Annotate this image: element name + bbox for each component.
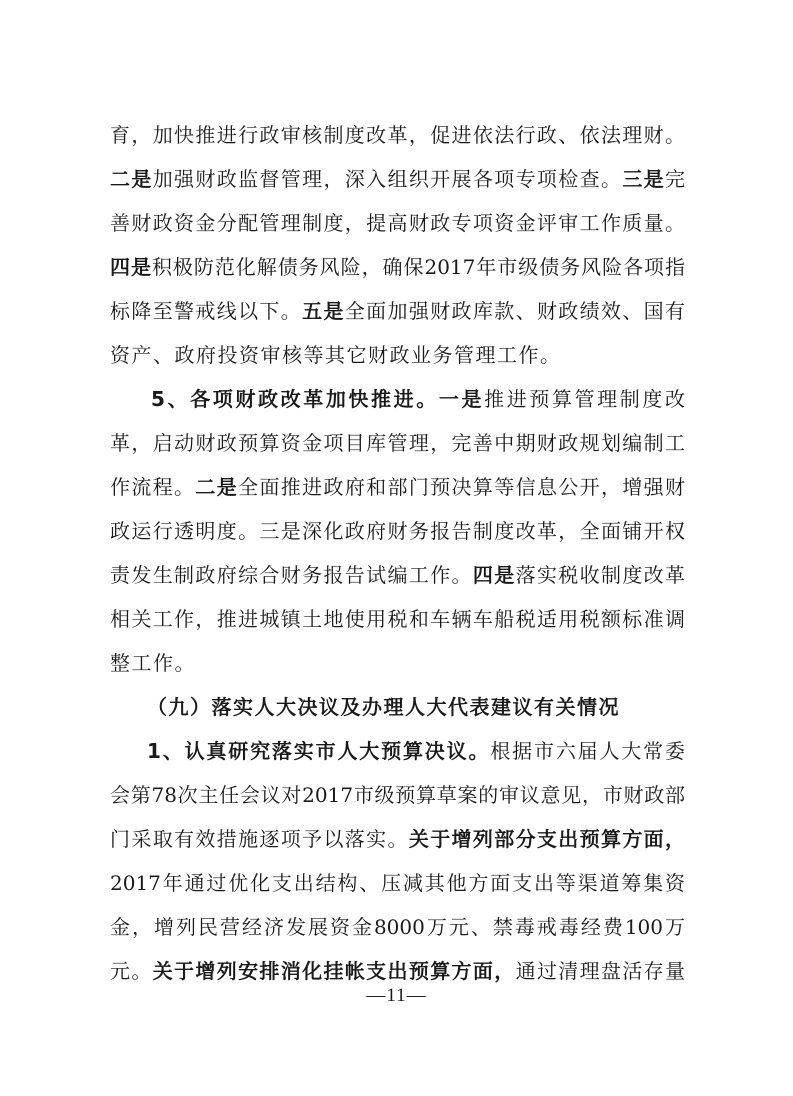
bold-text-run: 5、各项财政改革加快推进。一是	[151, 387, 485, 411]
text-run: 元。	[110, 959, 153, 983]
text-run: 政运行透明度。三是深化政府财务报告制度改革，全面铺开权	[110, 519, 685, 543]
text-line	[110, 648, 685, 678]
bold-text-run: 三是	[622, 167, 666, 191]
text-line	[110, 912, 685, 942]
text-run: 通过清理盘活存量	[515, 959, 686, 983]
bold-text-run: 关于增列部分支出预算方面，	[408, 827, 686, 851]
text-run: 金，增列民营经济发展资金8000万元、禁毒戒毒经费100万	[110, 915, 685, 939]
bold-text-run: 二是	[110, 167, 153, 191]
text-line	[110, 780, 685, 810]
page-number: —11—	[366, 985, 427, 1006]
text-run: 责发生制政府综合财务报告试编工作。	[110, 563, 473, 587]
bold-text-run: 四是	[110, 255, 152, 279]
text-run: 完	[665, 167, 686, 191]
text-line	[110, 252, 685, 282]
text-run: 整工作。	[110, 651, 196, 675]
text-run: 会第78次主任会议对2017市级预算草案的审议意见，市财政部	[110, 783, 685, 807]
bold-text-run: 1、认真研究落实市人大预算决议。	[147, 739, 491, 763]
text-run: 全面推进政府和部门预决算等信息公开，增强财	[238, 475, 686, 499]
text-run: 加强财政监督管理，深入组织开展各项专项检查。	[152, 167, 623, 191]
text-line	[110, 340, 685, 370]
text-run: 标降至警戒线以下。	[110, 299, 303, 323]
text-run: 根据市六届人大常委	[490, 739, 686, 763]
text-line	[110, 560, 685, 590]
text-run: 作流程。	[110, 475, 196, 499]
text-run: 相关工作，推进城镇土地使用税和车辆车船税适用税额标准调	[110, 607, 685, 631]
bold-text-run: 五是	[302, 299, 345, 323]
text-run: 2017年通过优化支出结构、压减其他方面支出等渠道筹集资	[110, 871, 685, 895]
bold-text-run: （九）落实人大决议及办理人大代表建议有关情况	[147, 695, 620, 719]
text-line	[151, 384, 685, 414]
text-line	[110, 868, 685, 898]
text-line	[110, 824, 685, 854]
bold-text-run: 关于增列安排消化挂帐支出预算方面，	[152, 959, 516, 983]
text-run: 全面加强财政库款、财政绩效、国有	[344, 299, 686, 323]
text-run: 积极防范化解债务风险，确保2017年市级债务风险各项指	[151, 255, 686, 279]
text-run: 育，加快推进行政审核制度改革，促进依法行政、依法理财。	[110, 123, 685, 147]
text-line	[110, 472, 685, 502]
text-run: 推进预算管理制度改	[484, 387, 686, 411]
text-run: 革，启动财政预算资金项目库管理，完善中期财政规划编制工	[110, 431, 685, 455]
text-run: 资产、政府投资审核等其它财政业务管理工作。	[110, 343, 562, 367]
text-line	[110, 164, 685, 194]
text-line	[110, 120, 685, 150]
text-line	[110, 604, 685, 634]
text-run: 门采取有效措施逐项予以落实。	[110, 827, 409, 851]
section-heading	[147, 692, 685, 722]
text-line	[110, 516, 685, 546]
text-run: 善财政资金分配管理制度，提高财政专项资金评审工作质量。	[110, 211, 685, 235]
bold-text-run: 四是	[472, 563, 516, 587]
text-line	[110, 428, 685, 458]
bold-text-run: 二是	[195, 475, 239, 499]
text-run: 落实税收制度改革	[515, 563, 686, 587]
text-line	[147, 736, 685, 766]
text-line	[110, 956, 685, 986]
text-line	[110, 208, 685, 238]
text-line	[110, 296, 685, 326]
